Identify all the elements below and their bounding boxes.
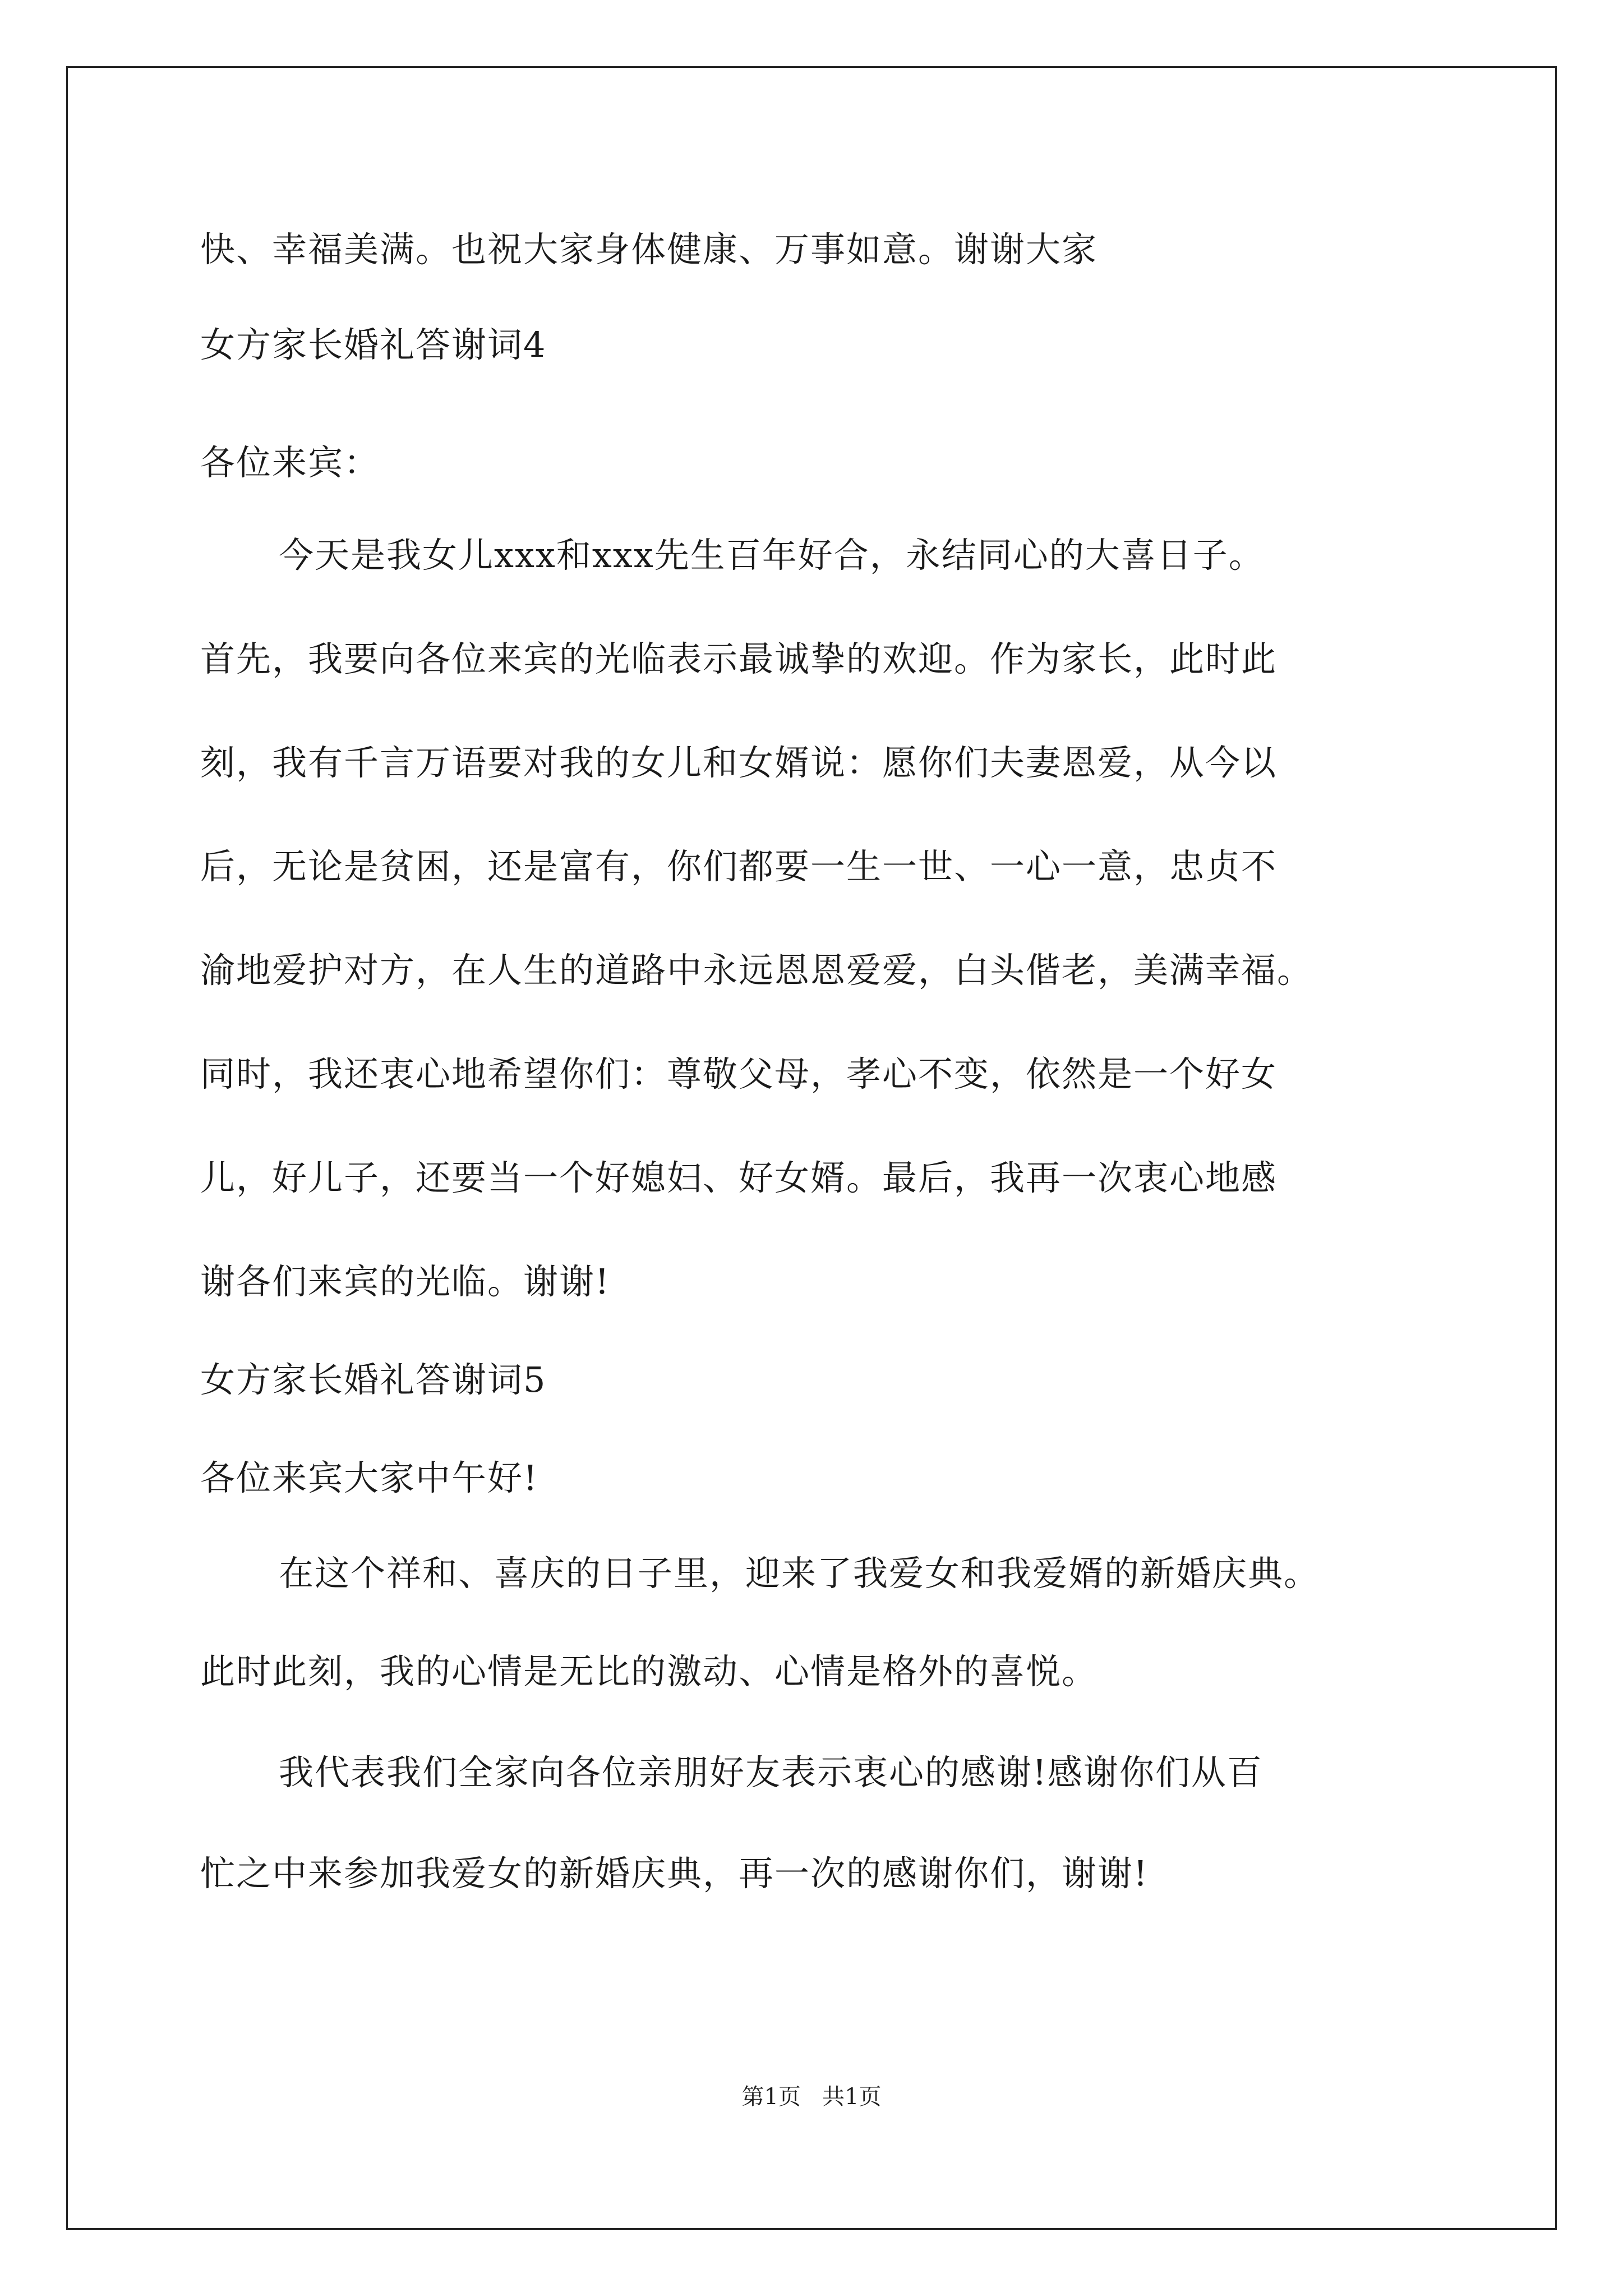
paragraph-line: 儿，好儿子，还要当一个好媳妇、好女婿。最后，我再一次衷心地感 (200, 1157, 1278, 1198)
paragraph-line: 忙之中来参加我爱女的新婚庆典，再一次的感谢你们，谢谢! (200, 1853, 1149, 1894)
salutation: 各位来宾： (200, 442, 380, 483)
salutation: 各位来宾大家中午好! (200, 1457, 538, 1498)
paragraph-line: 首先，我要向各位来宾的光临表示最诚挚的欢迎。作为家长，此时此 (200, 638, 1278, 679)
paragraph-line: 我代表我们全家向各位亲朋好友表示衷心的感谢!感谢你们从百 (279, 1752, 1263, 1793)
section-title: 女方家长婚礼答谢词5 (200, 1359, 547, 1400)
paragraph-line: 渝地爱护对方，在人生的道路中永远恩恩爱爱，白头偕老，美满幸福。 (200, 950, 1313, 991)
paragraph-line: 快、幸福美满。也祝大家身体健康、万事如意。谢谢大家 (200, 229, 1098, 270)
paragraph-line: 后，无论是贫困，还是富有，你们都要一生一世、一心一意，忠贞不 (200, 846, 1278, 887)
paragraph-line: 在这个祥和、喜庆的日子里，迎来了我爱女和我爱婿的新婚庆典。 (279, 1553, 1320, 1594)
paragraph-line: 今天是我女儿xxx和xxx先生百年好合，永结同心的大喜日子。 (279, 535, 1265, 576)
paragraph-line: 谢各们来宾的光临。谢谢! (200, 1261, 610, 1302)
paragraph-line: 刻，我有千言万语要对我的女儿和女婿说：愿你们夫妻恩爱，从今以 (200, 742, 1278, 783)
page-border (66, 66, 1557, 2230)
page-number: 第1页 共1页 (741, 2084, 882, 2110)
section-title: 女方家长婚礼答谢词4 (200, 324, 547, 365)
paragraph-line: 此时此刻，我的心情是无比的激动、心情是格外的喜悦。 (200, 1651, 1098, 1692)
paragraph-line: 同时，我还衷心地希望你们：尊敬父母，孝心不变，依然是一个好女 (200, 1053, 1278, 1094)
